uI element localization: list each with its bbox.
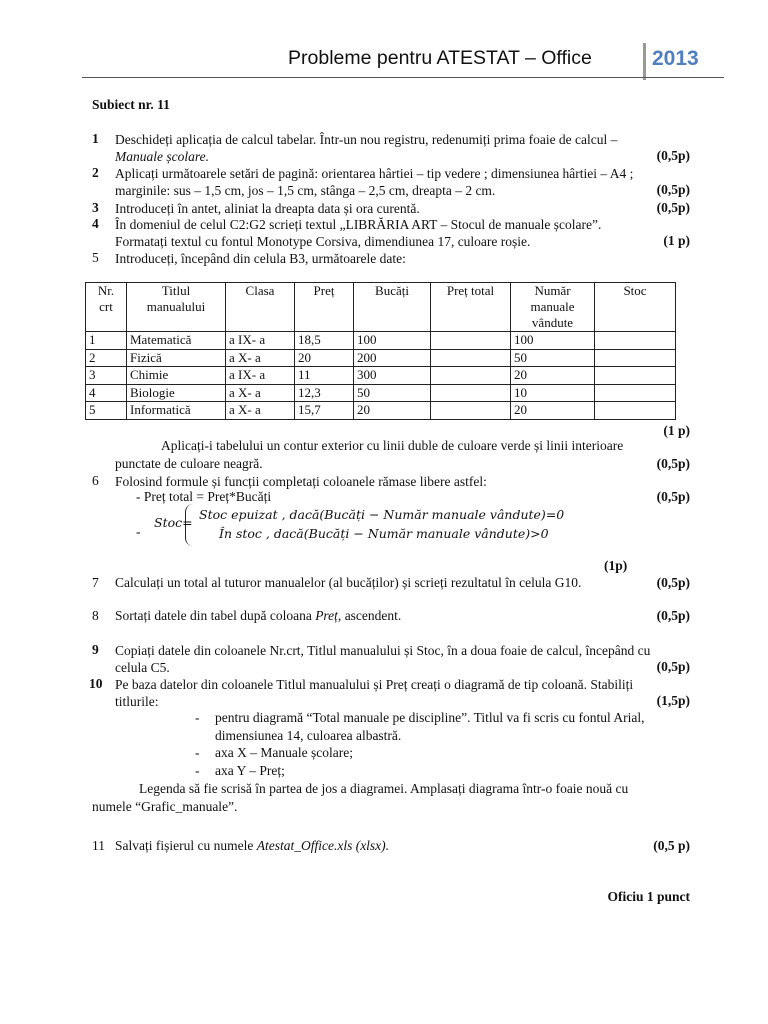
item-number: 8 bbox=[92, 608, 99, 623]
legend-note-line: Legenda să fie scrisă în partea de jos a diagramei. Amplasați diagrama într-o foaie nouă cu bbox=[139, 781, 629, 796]
item-text-italic: Atestat_Office.xls (xlsx). bbox=[256, 838, 390, 853]
item-number: 5 bbox=[92, 250, 99, 265]
table-row bbox=[86, 349, 676, 367]
item-points: (0,5p) bbox=[656, 148, 690, 163]
table-cell: 1 bbox=[86, 332, 127, 350]
item-points: (0,5p) bbox=[656, 182, 690, 197]
table-cell: Informatică bbox=[127, 402, 226, 420]
item-text: Calculați un total al tuturor manualelor (al bucăților) și scrieți rezultatul în celula G10. bbox=[115, 575, 582, 590]
item-line: marginile: sus – 1,5 cm, jos – 1,5 cm, stânga – 2,5 cm, dreapta – 2 cm. bbox=[115, 183, 496, 198]
item-points: (1 p) bbox=[663, 233, 690, 248]
header-rule bbox=[82, 77, 724, 78]
item-text bbox=[115, 165, 732, 199]
table-cell: 20 bbox=[511, 402, 595, 420]
item-text bbox=[115, 216, 732, 250]
item-text: Introduceți, începând din celula B3, următoarele date: bbox=[115, 251, 406, 266]
item-number: 6 bbox=[92, 473, 99, 488]
item-line: Manuale școlare. bbox=[115, 149, 209, 164]
table-cell: Chimie bbox=[127, 367, 226, 385]
table-cell bbox=[595, 349, 676, 367]
table-cell: 18,5 bbox=[295, 332, 354, 350]
formula-case-2: În stoc , dacă(Bucăți − Număr manuale vândute)>0 bbox=[219, 526, 549, 541]
item-line: Pe baza datelor din coloanele Titlul manualului și Preț creați o diagramă de tip coloană. Stabiliți bbox=[115, 677, 634, 692]
table-header-cell: Nr. crt bbox=[86, 283, 127, 332]
subject-title: Subiect nr. 11 bbox=[92, 97, 170, 112]
table-cell: 50 bbox=[354, 384, 431, 402]
table-cell: 10 bbox=[511, 384, 595, 402]
table-points: (1 p) bbox=[663, 423, 690, 438]
table-header-cell: Preț bbox=[295, 283, 354, 332]
table-cell: 11 bbox=[295, 367, 354, 385]
item-text-italic: Preț, bbox=[315, 608, 342, 623]
table-cell: 3 bbox=[86, 367, 127, 385]
table-cell bbox=[595, 367, 676, 385]
table-cell: 50 bbox=[511, 349, 595, 367]
table-header-cell: Clasa bbox=[226, 283, 295, 332]
document-header-year: 2013 bbox=[652, 47, 699, 70]
table-header-cell: Stoc bbox=[595, 283, 676, 332]
table-cell: a X- a bbox=[226, 402, 295, 420]
table-cell bbox=[595, 332, 676, 350]
item-points: (1,5p) bbox=[656, 693, 690, 708]
item-number: 7 bbox=[92, 575, 99, 590]
item-text-part: Sortați datele din tabel după coloana bbox=[115, 608, 316, 623]
item-number: 1 bbox=[92, 131, 99, 146]
table-cell: 100 bbox=[511, 332, 595, 350]
table-cell: 4 bbox=[86, 384, 127, 402]
table-cell: Fizică bbox=[127, 349, 226, 367]
item-points: (0,5p) bbox=[656, 489, 690, 504]
table-cell bbox=[431, 384, 511, 402]
formula-brace bbox=[185, 504, 196, 546]
item-points: (0,5p) bbox=[656, 608, 690, 623]
table-cell: 12,3 bbox=[295, 384, 354, 402]
item-points: (1p) bbox=[604, 558, 628, 573]
table-cell: 20 bbox=[295, 349, 354, 367]
table-cell: 200 bbox=[354, 349, 431, 367]
item-number: 3 bbox=[92, 200, 99, 215]
table-cell: 300 bbox=[354, 367, 431, 385]
item-points: (0,5p) bbox=[656, 659, 690, 674]
table-row bbox=[86, 402, 676, 420]
table-cell: a X- a bbox=[226, 349, 295, 367]
sub-item-line: pentru diagramă “Total manuale pe discipline”. Titlul va fi scris cu fontul Arial, bbox=[215, 710, 645, 725]
table-header-cell: Preț total bbox=[431, 283, 511, 332]
sub-item-line: dimensiunea 14, culoarea albastră. bbox=[215, 728, 402, 743]
legend-note-line: numele “Grafic_manuale”. bbox=[92, 799, 238, 814]
item-points: (0,5p) bbox=[656, 200, 690, 215]
item-line: Deschideți aplicația de calcul tabelar. Într-un nou registru, redenumiți prima foaie de calcul – bbox=[115, 132, 618, 147]
item-line: Formatați textul cu fontul Monotype Corsiva, dimendiunea 17, culoare roșie. bbox=[115, 234, 531, 249]
table-header-row bbox=[86, 283, 676, 332]
table-cell: Biologie bbox=[127, 384, 226, 402]
item-line: În domeniul de celul C2:G2 scrieți textul „LIBRĂRIA ART – Stocul de manuale școlare”. bbox=[115, 217, 602, 232]
item-number: 2 bbox=[92, 165, 99, 180]
item-text bbox=[115, 131, 732, 165]
table-cell: 20 bbox=[511, 367, 595, 385]
table-cell: Matematică bbox=[127, 332, 226, 350]
formula-case-1: Stoc epuizat , dacă(Bucăți − Număr manuale vândute)=0 bbox=[199, 507, 565, 522]
table-cell bbox=[431, 332, 511, 350]
item-text bbox=[115, 642, 732, 676]
sub-item: axa Y – Preț; bbox=[215, 763, 285, 778]
item-line: Aplicați următoarele setări de pagină: orientarea hârtiei – tip vedere ; dimensiunea hârtiei – A4 ; bbox=[115, 166, 634, 181]
item-points: (0,5p) bbox=[656, 456, 690, 471]
table-cell bbox=[431, 349, 511, 367]
bullet-dash: - bbox=[136, 524, 141, 539]
item-line: Copiați datele din coloanele Nr.crt, Titlul manualului și Stoc, în a doua foaie de calcul, începând cu bbox=[115, 643, 651, 658]
table-row bbox=[86, 332, 676, 350]
table-cell: 2 bbox=[86, 349, 127, 367]
item-text bbox=[115, 676, 732, 710]
item-text bbox=[115, 838, 389, 854]
table-cell: 100 bbox=[354, 332, 431, 350]
item-number: 9 bbox=[92, 642, 99, 657]
item-text-part: ascendent. bbox=[341, 608, 402, 623]
border-note-line: punctate de culoare neagră. bbox=[115, 456, 263, 471]
formula-stoc-label: Stoc= bbox=[154, 515, 193, 530]
table-header-cell: Număr manuale vândute bbox=[511, 283, 595, 332]
table-cell bbox=[595, 384, 676, 402]
footer-note: Oficiu 1 punct bbox=[607, 889, 690, 904]
table-cell: a IX- a bbox=[226, 332, 295, 350]
table-cell bbox=[431, 367, 511, 385]
item-number: 4 bbox=[92, 216, 99, 231]
table-row bbox=[86, 367, 676, 385]
item-line: celula C5. bbox=[115, 660, 170, 675]
sub-item bbox=[215, 710, 732, 726]
border-note-line: Aplicați-i tabelului un contur exterior cu linii duble de culoare verde și linii interioare bbox=[161, 438, 624, 453]
item-line: titlurile: bbox=[115, 694, 159, 709]
item-number: 10 bbox=[89, 676, 103, 691]
item-points: (0,5p) bbox=[656, 575, 690, 590]
sub-bullet: - bbox=[195, 763, 200, 778]
table-cell: 5 bbox=[86, 402, 127, 420]
table-header-cell: Bucăți bbox=[354, 283, 431, 332]
item-number: 11 bbox=[92, 838, 105, 853]
table-cell: 20 bbox=[354, 402, 431, 420]
table-row bbox=[86, 384, 676, 402]
item-text bbox=[115, 608, 401, 624]
table-cell: a X- a bbox=[226, 384, 295, 402]
table-header-cell: Titlul manualului bbox=[127, 283, 226, 332]
table-cell bbox=[595, 402, 676, 420]
sub-item: axa X – Manuale școlare; bbox=[215, 745, 353, 760]
formula-price-total: - Preț total = Preț*Bucăți bbox=[136, 489, 272, 504]
table-cell: 15,7 bbox=[295, 402, 354, 420]
sub-bullet: - bbox=[195, 745, 200, 760]
item-text-part: Salvați fișierul cu numele bbox=[115, 838, 257, 853]
item-text: Folosind formule și funcții completați coloanele rămase libere astfel: bbox=[115, 474, 487, 489]
table-cell bbox=[431, 402, 511, 420]
table-cell: a IX- a bbox=[226, 367, 295, 385]
sub-bullet: - bbox=[195, 710, 200, 725]
item-text: Introduceți în antet, aliniat la dreapta data și ora curentă. bbox=[115, 201, 420, 216]
data-table bbox=[85, 282, 676, 420]
header-divider bbox=[643, 43, 646, 80]
document-header-title: Probleme pentru ATESTAT – Office bbox=[288, 47, 592, 69]
item-points: (0,5 p) bbox=[653, 838, 690, 853]
